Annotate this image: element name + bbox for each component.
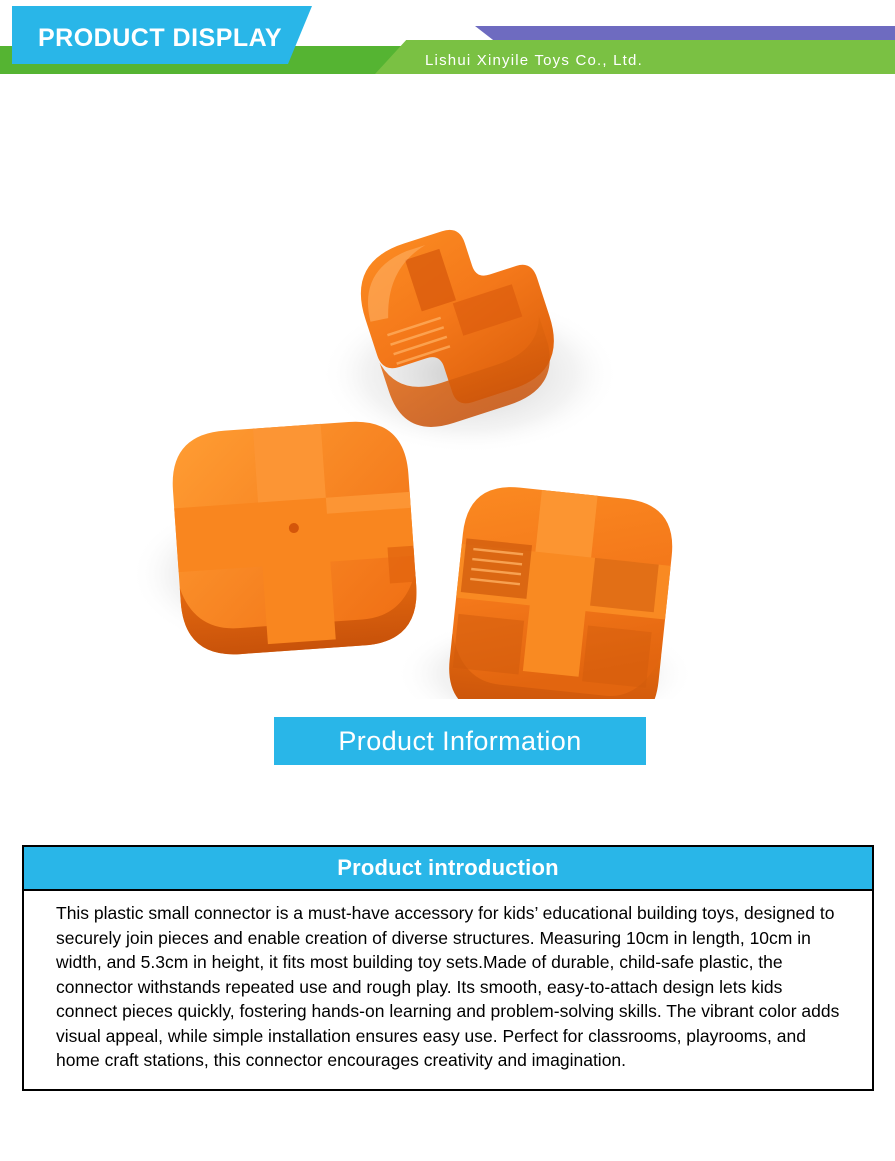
product-information-section xyxy=(0,699,895,809)
page-header xyxy=(0,0,895,84)
product-photo xyxy=(0,84,895,699)
page-title: PRODUCT DISPLAY xyxy=(38,24,283,52)
product-introduction-body xyxy=(24,891,872,1089)
product-introduction-table xyxy=(22,845,874,1091)
product-introduction-text: This plastic small connector is a must-have accessory for kids’ educational building toys, designed to securely join pieces and enable creation of diverse structures. Measuring 10cm in length, 10cm in width, and 5.3cm in height, it fits most building toy sets.Made of durable, child-safe plastic, the connector withstands repeated use and rough play. Its smooth, easy-to-attach design lets kids connect pieces quickly, fostering hands-on learning and problem-solving skills. The vibrant color adds visual appeal, while simple installation ensures easy use. Perfect for classrooms, playrooms, and home craft stations, this connector encourages creativity and imagination. xyxy=(56,903,840,1070)
company-name: Lishui Xinyile Toys Co., Ltd. xyxy=(425,52,643,69)
product-information-banner xyxy=(274,717,646,765)
connector-illustration xyxy=(0,84,895,699)
product-introduction-header xyxy=(24,847,872,891)
product-information-label: Product Information xyxy=(338,725,582,756)
product-introduction-title: Product introduction xyxy=(337,855,559,880)
product-image-area xyxy=(0,84,895,699)
